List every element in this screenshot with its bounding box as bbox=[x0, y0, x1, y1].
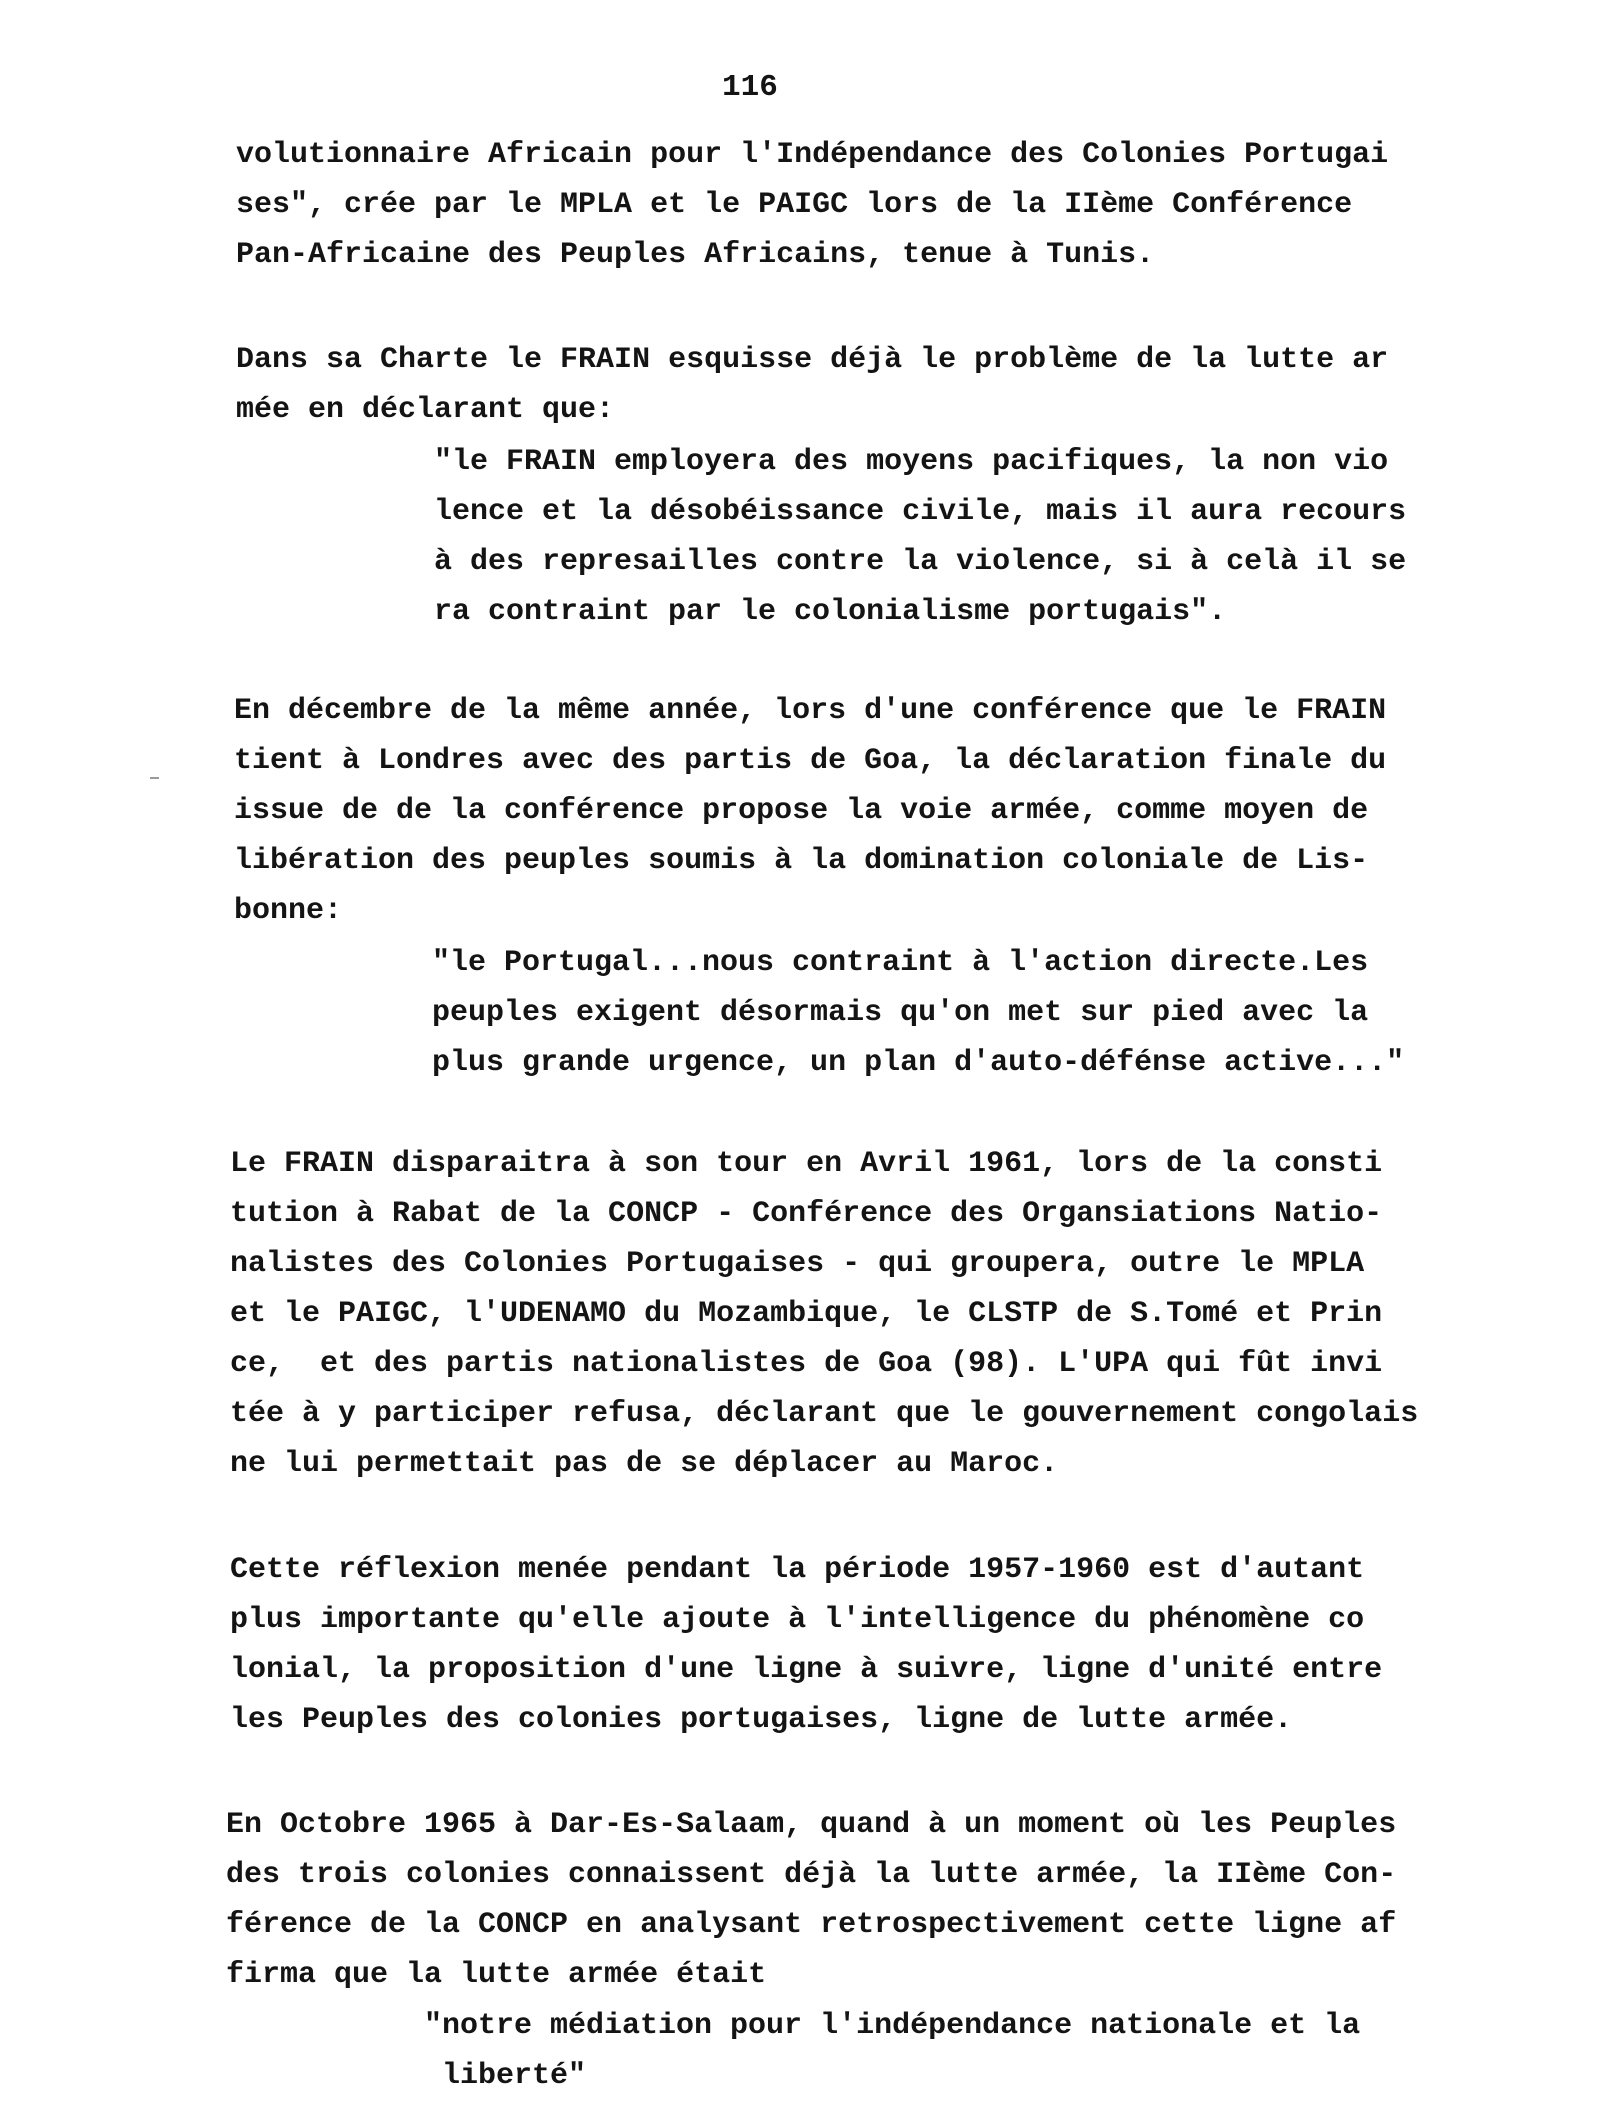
text-line: Pan-Africaine des Peuples Africains, tenue à Tunis. bbox=[236, 238, 1155, 272]
text-line: les Peuples des colonies portugaises, ligne de lutte armée. bbox=[230, 1703, 1293, 1737]
quote-line: plus grande urgence, un plan d'auto-défénse active..." bbox=[432, 1046, 1405, 1080]
text-line: et le PAIGC, l'UDENAMO du Mozambique, le CLSTP de S.Tomé et Prin bbox=[230, 1297, 1383, 1331]
text-line: volutionnaire Africain pour l'Indépendance des Colonies Portugai bbox=[236, 138, 1389, 172]
text-line: lonial, la proposition d'une ligne à suivre, ligne d'unité entre bbox=[230, 1653, 1383, 1687]
text-line: issue de de la conférence propose la voie armée, comme moyen de bbox=[234, 794, 1369, 828]
page-number: 116 bbox=[722, 70, 778, 105]
text-line: tée à y participer refusa, déclarant que le gouvernement congolais bbox=[230, 1397, 1419, 1431]
quote-line: à des represailles contre la violence, si à celà il se bbox=[434, 545, 1407, 579]
text-line: Cette réflexion menée pendant la période 1957-1960 est d'autant bbox=[230, 1553, 1365, 1587]
text-line: nalistes des Colonies Portugaises - qui groupera, outre le MPLA bbox=[230, 1247, 1365, 1281]
text-line: En décembre de la même année, lors d'une conférence que le FRAIN bbox=[234, 694, 1387, 728]
quote-line: peuples exigent désormais qu'on met sur pied avec la bbox=[432, 996, 1369, 1030]
quote-line: ra contraint par le colonialisme portugais". bbox=[434, 595, 1227, 629]
text-line: Dans sa Charte le FRAIN esquisse déjà le problème de la lutte ar bbox=[236, 343, 1389, 377]
text-line: ses", crée par le MPLA et le PAIGC lors de la IIème Conférence bbox=[236, 188, 1353, 222]
text-line: tution à Rabat de la CONCP - Conférence des Organsiations Natio- bbox=[230, 1197, 1383, 1231]
text-line: ne lui permettait pas de se déplacer au Maroc. bbox=[230, 1447, 1059, 1481]
text-line: plus importante qu'elle ajoute à l'intelligence du phénomène co bbox=[230, 1603, 1365, 1637]
text-line: tient à Londres avec des partis de Goa, la déclaration finale du bbox=[234, 744, 1387, 778]
text-line: Le FRAIN disparaitra à son tour en Avril 1961, lors de la consti bbox=[230, 1147, 1383, 1181]
text-line: En Octobre 1965 à Dar-Es-Salaam, quand à un moment où les Peuples bbox=[226, 1808, 1397, 1842]
text-line: des trois colonies connaissent déjà la lutte armée, la IIème Con- bbox=[226, 1858, 1397, 1892]
quote-line: "le FRAIN employera des moyens pacifiques, la non vio bbox=[434, 445, 1389, 479]
text-line: libération des peuples soumis à la domination coloniale de Lis- bbox=[234, 844, 1369, 878]
text-line: mée en déclarant que: bbox=[236, 393, 615, 427]
quote-line: "le Portugal...nous contraint à l'action directe.Les bbox=[432, 946, 1369, 980]
text-line: bonne: bbox=[234, 894, 343, 928]
scan-speck bbox=[150, 777, 159, 779]
text-line: firma que la lutte armée était bbox=[226, 1958, 767, 1992]
text-line: ce, et des partis nationalistes de Goa (98). L'UPA qui fût invi bbox=[230, 1347, 1383, 1381]
quote-line: "notre médiation pour l'indépendance nationale et la bbox=[424, 2009, 1361, 2043]
quote-line: lence et la désobéissance civile, mais il aura recours bbox=[434, 495, 1407, 529]
quote-line: liberté" bbox=[424, 2059, 587, 2093]
text-line: férence de la CONCP en analysant retrospectivement cette ligne af bbox=[226, 1908, 1397, 1942]
